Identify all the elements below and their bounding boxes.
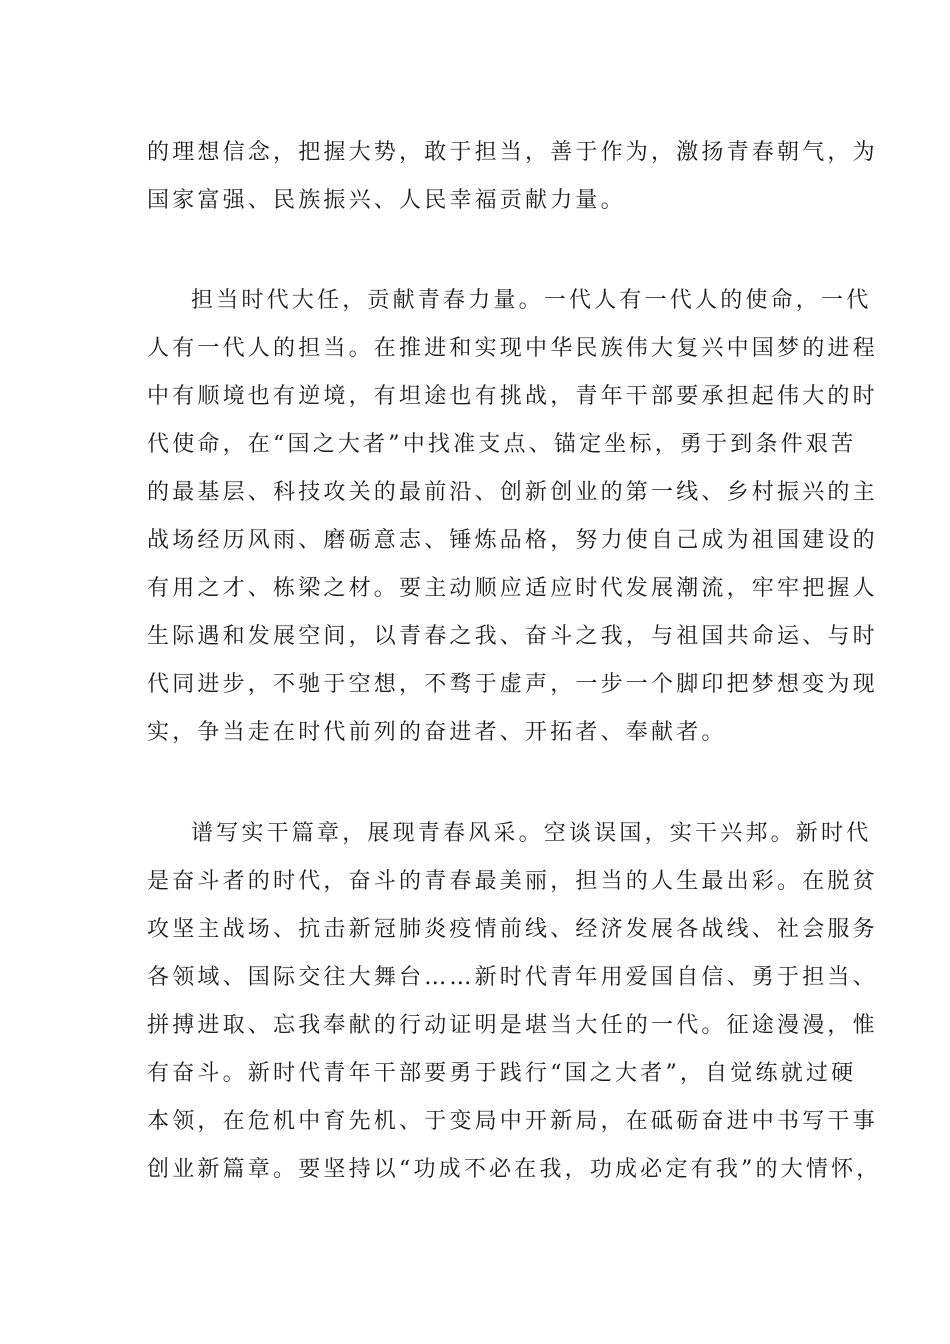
paragraph-line: 各领域、国际交往大舞台……新时代青年用爱国自信、勇于担当、 [147, 965, 878, 990]
paragraph-line: 创业新篇章。要坚持以“功成不必在我，功成必定有我”的大情怀， [147, 1157, 882, 1182]
paragraph-line: 生际遇和发展空间，以青春之我、奋斗之我，与祖国共命运、与时 [147, 624, 878, 649]
paragraph-2 [147, 277, 878, 757]
paragraph-line: 人有一代人的担当。在推进和实现中华民族伟大复兴中国梦的进程 [147, 336, 878, 361]
paragraph-line: 攻坚主战场、抗击新冠肺炎疫情前线、经济发展各战线、社会服务 [147, 917, 878, 942]
paragraph-line: 战场经历风雨、磨砺意志、锤炼品格，努力使自己成为祖国建设的 [147, 528, 878, 553]
paragraph-line: 代同进步，不驰于空想，不骛于虚声，一步一个脚印把梦想变为现 [147, 672, 878, 697]
paragraph-line: 中有顺境也有逆境，有坦途也有挑战，青年干部要承担起伟大的时 [147, 384, 878, 409]
paragraph-first-line: 担当时代大任，贡献青春力量。一代人有一代人的使命，一代 [191, 288, 872, 313]
paragraph-line: 国家富强、民族振兴、人民幸福贡献力量。 [147, 188, 626, 213]
paragraph-3 [147, 810, 882, 1194]
paragraph-line: 拼搏进取、忘我奉献的行动证明是堪当大任的一代。征途漫漫，惟 [147, 1013, 878, 1038]
paragraph-1 [147, 129, 878, 225]
paragraph-line: 本领，在危机中育先机、于变局中开新局，在砥砺奋进中书写干事 [147, 1109, 878, 1134]
paragraph-line: 实，争当走在时代前列的奋进者、开拓者、奉献者。 [147, 720, 727, 745]
paragraph-line: 是奋斗者的时代，奋斗的青春最美丽，担当的人生最出彩。在脱贫 [147, 869, 878, 894]
paragraph-line: 代使命，在“国之大者”中找准支点、锚定坐标，勇于到条件艰苦 [147, 432, 857, 457]
paragraph-line: 有奋斗。新时代青年干部要勇于践行“国之大者”，自觉练就过硬 [147, 1061, 857, 1086]
paragraph-line: 的最基层、科技攻关的最前沿、创新创业的第一线、乡村振兴的主 [147, 480, 878, 505]
paragraph-line: 有用之才、栋梁之材。要主动顺应适应时代发展潮流，牢牢把握人 [147, 576, 878, 601]
paragraph-first-line: 谱写实干篇章，展现青春风采。空谈误国，实干兴邦。新时代 [191, 821, 872, 846]
paragraph-line: 的理想信念，把握大势，敢于担当，善于作为，激扬青春朝气，为 [147, 140, 878, 165]
